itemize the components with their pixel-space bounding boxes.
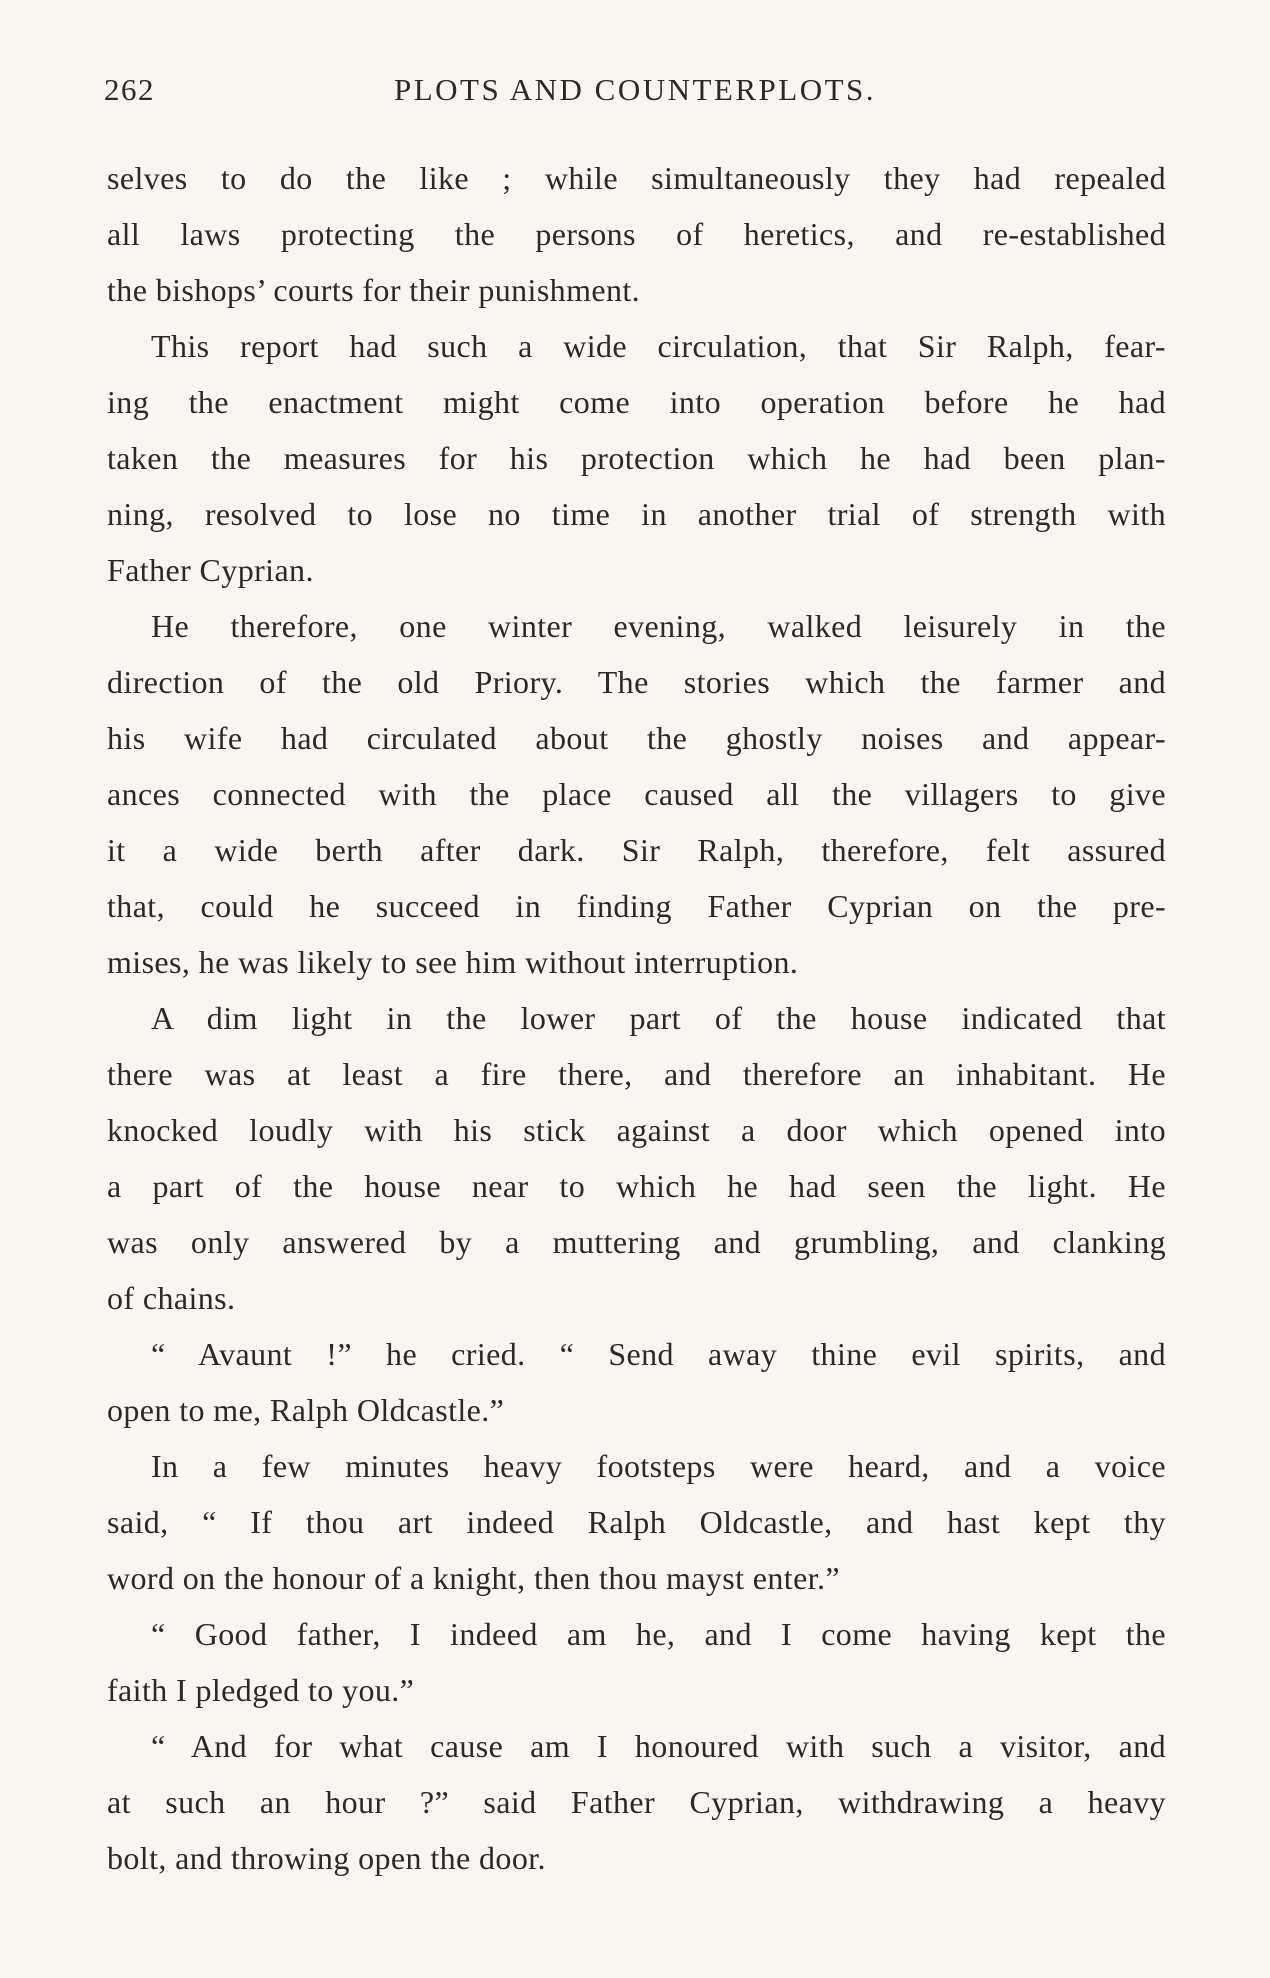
text-line: ning, resolved to lose no time in another trial of strength with	[107, 496, 1166, 532]
text-line: faith I pledged to you.”	[107, 1672, 415, 1708]
text-line: said, “ If thou art indeed Ralph Oldcastle, and hast kept thy	[107, 1504, 1166, 1540]
text-line: He therefore, one winter evening, walked leisurely in the	[151, 608, 1166, 644]
text-line: In a few minutes heavy footsteps were heard, and a voice	[151, 1448, 1166, 1484]
text-line: ances connected with the place caused all the villagers to give	[107, 776, 1166, 812]
text-line: it a wide berth after dark. Sir Ralph, therefore, felt assured	[107, 832, 1166, 868]
page-number: 262	[104, 72, 155, 107]
text-line: “ Avaunt !” he cried. “ Send away thine evil spirits, and	[151, 1336, 1166, 1372]
text-line: his wife had circulated about the ghostly noises and appear-	[107, 720, 1166, 756]
text-line: there was at least a fire there, and therefore an inhabitant. He	[107, 1056, 1166, 1092]
text-line: “ And for what cause am I honoured with such a visitor, and	[151, 1728, 1166, 1764]
text-line: a part of the house near to which he had seen the light. He	[107, 1168, 1166, 1204]
text-line: This report had such a wide circulation, that Sir Ralph, fear-	[151, 328, 1166, 364]
running-head	[104, 72, 1166, 116]
text-line: direction of the old Priory. The stories which the farmer and	[107, 664, 1166, 700]
text-line: mises, he was likely to see him without interruption.	[107, 944, 799, 980]
text-line: the bishops’ courts for their punishment.	[107, 272, 641, 308]
text-line: ing the enactment might come into operation before he had	[107, 384, 1166, 420]
text-line: of chains.	[107, 1280, 236, 1316]
text-line: open to me, Ralph Oldcastle.”	[107, 1392, 505, 1428]
running-title: PLOTS AND COUNTERPLOTS.	[393, 72, 877, 107]
text-line: that, could he succeed in finding Father Cyprian on the pre-	[107, 888, 1166, 924]
text-line: was only answered by a muttering and grumbling, and clanking	[107, 1224, 1166, 1260]
body-text	[107, 150, 1166, 1886]
text-line: A dim light in the lower part of the house indicated that	[151, 1000, 1166, 1036]
text-line: bolt, and throwing open the door.	[107, 1840, 546, 1876]
text-line: Father Cyprian.	[107, 552, 314, 588]
text-line: word on the honour of a knight, then thou mayst enter.”	[107, 1560, 840, 1596]
text-line: selves to do the like ; while simultaneously they had repealed	[107, 160, 1166, 196]
text-line: “ Good father, I indeed am he, and I come having kept the	[151, 1616, 1166, 1652]
text-line: taken the measures for his protection which he had been plan-	[107, 440, 1166, 476]
text-line: at such an hour ?” said Father Cyprian, withdrawing a heavy	[107, 1784, 1166, 1820]
text-line: knocked loudly with his stick against a door which opened into	[107, 1112, 1166, 1148]
text-line: all laws protecting the persons of heretics, and re-established	[107, 216, 1166, 252]
